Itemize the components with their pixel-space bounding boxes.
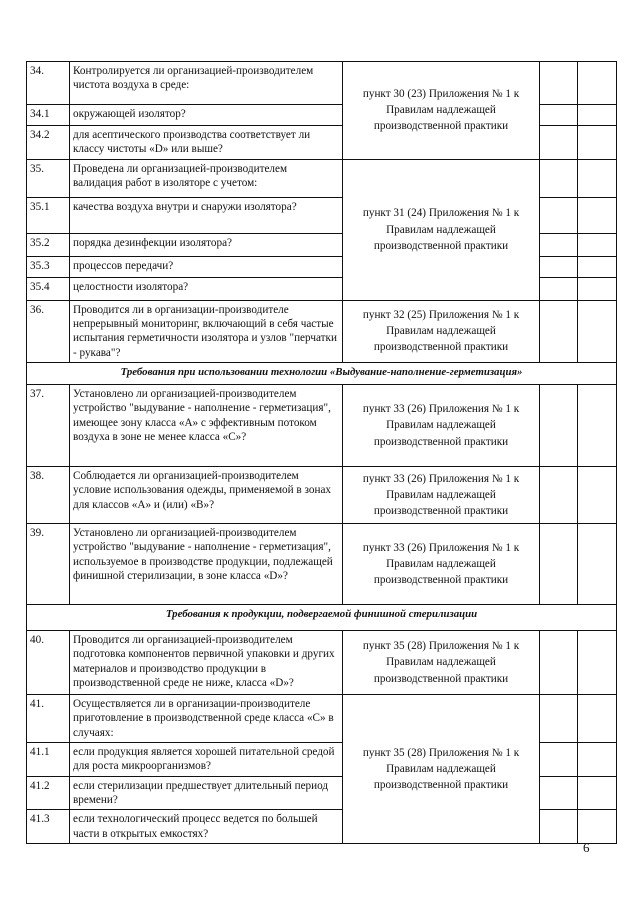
page-number: 6 bbox=[583, 840, 590, 855]
reference-cell: пункт 35 (28) Приложения № 1 к Правилам надлежащей производственной практики bbox=[343, 630, 540, 694]
answer-cell[interactable] bbox=[540, 810, 578, 844]
question-text: Проводится ли организацией-производителем подготовка компонентов первичной упаковки и других материалов и производство продукции в производственной среде не ниже, класса «D»? bbox=[70, 630, 343, 694]
answer-cell[interactable] bbox=[540, 197, 578, 233]
reference-cell: пункт 35 (28) Приложения № 1 к Правилам надлежащей производственной практики bbox=[343, 694, 540, 843]
answer-cell[interactable] bbox=[540, 630, 578, 694]
comment-cell[interactable] bbox=[578, 105, 617, 126]
row-number: 41.1 bbox=[27, 742, 70, 776]
question-text: Установлено ли организацией-производителем устройство "выдувание - наполнение - герметизация", имеющее зону класса «А» с эффективным потоком воздуха в зоне не менее класса «С»? bbox=[70, 384, 343, 466]
comment-cell[interactable] bbox=[578, 300, 617, 362]
section-row bbox=[27, 604, 617, 630]
question-text: если продукция является хорошей питательной средой для роста микроорганизмов? bbox=[70, 742, 343, 776]
table-row bbox=[27, 630, 617, 694]
question-text: Проводится ли в организации-производителе непрерывный мониторинг, включающий в себя частые испытания герметичности изолятора и узлов "перчатки - рукава"? bbox=[70, 300, 343, 362]
section-row bbox=[27, 362, 617, 384]
comment-cell[interactable] bbox=[578, 630, 617, 694]
table-row bbox=[27, 384, 617, 466]
row-number: 34.1 bbox=[27, 105, 70, 126]
comment-cell[interactable] bbox=[578, 694, 617, 742]
answer-cell[interactable] bbox=[540, 126, 578, 160]
row-number: 35.3 bbox=[27, 256, 70, 277]
row-number: 38. bbox=[27, 466, 70, 523]
question-text: если стерилизации предшествует длительный период времени? bbox=[70, 776, 343, 810]
comment-cell[interactable] bbox=[578, 523, 617, 604]
answer-cell[interactable] bbox=[540, 694, 578, 742]
comment-cell[interactable] bbox=[578, 466, 617, 523]
answer-cell[interactable] bbox=[540, 466, 578, 523]
answer-cell[interactable] bbox=[540, 277, 578, 300]
comment-cell[interactable] bbox=[578, 126, 617, 160]
row-number: 40. bbox=[27, 630, 70, 694]
row-number: 36. bbox=[27, 300, 70, 362]
comment-cell[interactable] bbox=[578, 742, 617, 776]
reference-cell: пункт 30 (23) Приложения № 1 к Правилам надлежащей производственной практики bbox=[343, 62, 540, 160]
question-text: Проведена ли организацией-производителем валидация работ в изоляторе с учетом: bbox=[70, 159, 343, 197]
row-number: 41. bbox=[27, 694, 70, 742]
comment-cell[interactable] bbox=[578, 233, 617, 256]
reference-cell: пункт 33 (26) Приложения № 1 к Правилам надлежащей производственной практики bbox=[343, 384, 540, 466]
question-text: порядка дезинфекции изолятора? bbox=[70, 233, 343, 256]
answer-cell[interactable] bbox=[540, 384, 578, 466]
question-text: для асептического производства соответствует ли классу чистоты «D» или выше? bbox=[70, 126, 343, 160]
question-text: Соблюдается ли организацией-производителем условие использования одежды, применяемой в зонах для классов «А» и (или) «В»? bbox=[70, 466, 343, 523]
table-row bbox=[27, 523, 617, 604]
section-heading-bfs: Требования при использовании технологии «Выдувание-наполнение-герметизация» bbox=[27, 362, 617, 384]
section-heading-terminal: Требования к продукции, подвергаемой финишной стерилизации bbox=[27, 604, 617, 630]
answer-cell[interactable] bbox=[540, 523, 578, 604]
answer-cell[interactable] bbox=[540, 776, 578, 810]
row-number: 41.3 bbox=[27, 810, 70, 844]
table-row bbox=[27, 300, 617, 362]
question-text: процессов передачи? bbox=[70, 256, 343, 277]
answer-cell[interactable] bbox=[540, 105, 578, 126]
row-number: 35.1 bbox=[27, 197, 70, 233]
comment-cell[interactable] bbox=[578, 197, 617, 233]
question-text: Установлено ли организацией-производителем устройство "выдувание - наполнение - герметизация", используемое в производстве продукции, подлежащей финишной стерилизации, в зоне класса «D»? bbox=[70, 523, 343, 604]
comment-cell[interactable] bbox=[578, 384, 617, 466]
comment-cell[interactable] bbox=[578, 776, 617, 810]
row-number: 41.2 bbox=[27, 776, 70, 810]
question-text: качества воздуха внутри и снаружи изолятора? bbox=[70, 197, 343, 233]
answer-cell[interactable] bbox=[540, 300, 578, 362]
question-text: если технологический процесс ведется по большей части в открытых емкостях? bbox=[70, 810, 343, 844]
checklist-table bbox=[26, 61, 617, 844]
row-number: 35.2 bbox=[27, 233, 70, 256]
row-number: 37. bbox=[27, 384, 70, 466]
answer-cell[interactable] bbox=[540, 256, 578, 277]
row-number: 34.2 bbox=[27, 126, 70, 160]
answer-cell[interactable] bbox=[540, 159, 578, 197]
answer-cell[interactable] bbox=[540, 742, 578, 776]
reference-cell: пункт 31 (24) Приложения № 1 к Правилам надлежащей производственной практики bbox=[343, 159, 540, 300]
table-row bbox=[27, 466, 617, 523]
question-text: целостности изолятора? bbox=[70, 277, 343, 300]
row-number: 35. bbox=[27, 159, 70, 197]
row-number: 34. bbox=[27, 62, 70, 105]
reference-cell: пункт 32 (25) Приложения № 1 к Правилам надлежащей производственной практики bbox=[343, 300, 540, 362]
reference-cell: пункт 33 (26) Приложения № 1 к Правилам надлежащей производственной практики bbox=[343, 466, 540, 523]
question-text: Контролируется ли организацией-производителем чистота воздуха в среде: bbox=[70, 62, 343, 105]
table-row bbox=[27, 694, 617, 742]
comment-cell[interactable] bbox=[578, 810, 617, 844]
table-row bbox=[27, 159, 617, 197]
table-row bbox=[27, 62, 617, 105]
answer-cell[interactable] bbox=[540, 233, 578, 256]
question-text: Осуществляется ли в организации-производителе приготовление в производственной среде класса «С» в случаях: bbox=[70, 694, 343, 742]
comment-cell[interactable] bbox=[578, 159, 617, 197]
row-number: 35.4 bbox=[27, 277, 70, 300]
row-number: 39. bbox=[27, 523, 70, 604]
question-text: окружающей изолятор? bbox=[70, 105, 343, 126]
comment-cell[interactable] bbox=[578, 277, 617, 300]
comment-cell[interactable] bbox=[578, 62, 617, 105]
comment-cell[interactable] bbox=[578, 256, 617, 277]
reference-cell: пункт 33 (26) Приложения № 1 к Правилам надлежащей производственной практики bbox=[343, 523, 540, 604]
answer-cell[interactable] bbox=[540, 62, 578, 105]
